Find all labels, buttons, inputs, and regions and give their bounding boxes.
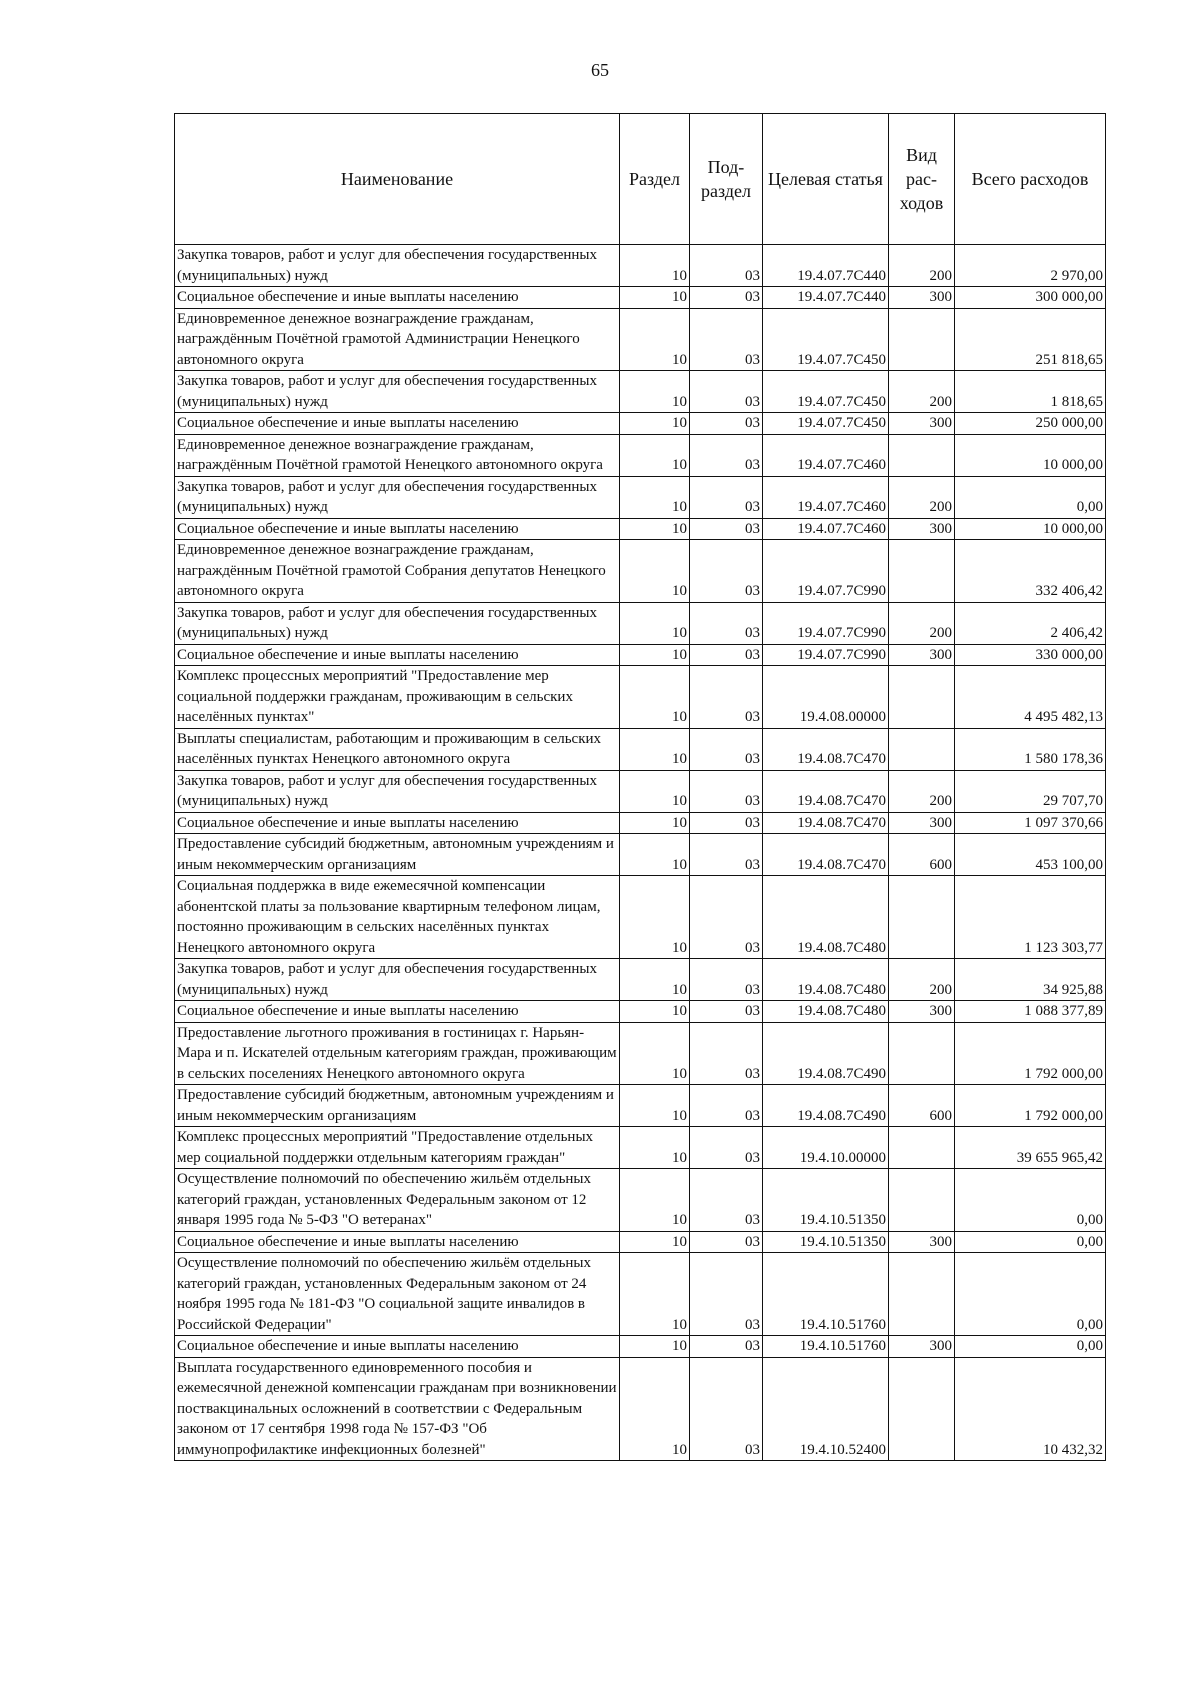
row-expense-type: 200 <box>889 245 955 287</box>
row-section: 10 <box>620 1169 690 1232</box>
row-expense-type <box>889 666 955 729</box>
table-row <box>175 834 1106 876</box>
row-section: 10 <box>620 1231 690 1253</box>
row-total: 0,00 <box>955 1231 1106 1253</box>
table-row <box>175 959 1106 1001</box>
row-expense-type: 300 <box>889 812 955 834</box>
row-expense-type <box>889 876 955 959</box>
row-expense-type: 600 <box>889 1085 955 1127</box>
table-row <box>175 1336 1106 1358</box>
row-section: 10 <box>620 540 690 603</box>
row-name: Осуществление полномочий по обеспечению жильём отдельных категорий граждан, установленных Федеральным законом от 12 января 1995 года № 5-ФЗ "О ветеранах" <box>175 1169 620 1232</box>
row-name: Социальное обеспечение и иные выплаты населению <box>175 644 620 666</box>
row-name: Комплекс процессных мероприятий "Предоставление мер социальной поддержки гражданам, проживающим в сельских населённых пунктах" <box>175 666 620 729</box>
row-name: Выплата государственного единовременного пособия и ежемесячной денежной компенсации гражданам при возникновении поствакцинальных осложнений в соответствии с Федеральным законом от 17 сентября 1998 года № 157-ФЗ "Об иммунопрофилактике инфекционных болезней" <box>175 1357 620 1461</box>
row-expense-type <box>889 540 955 603</box>
row-section: 10 <box>620 371 690 413</box>
row-article: 19.4.07.7С990 <box>763 644 889 666</box>
row-total: 1 123 303,77 <box>955 876 1106 959</box>
header-article: Целевая статья <box>763 114 889 245</box>
table-row <box>175 770 1106 812</box>
row-total: 10 000,00 <box>955 518 1106 540</box>
row-article: 19.4.07.7С460 <box>763 518 889 540</box>
row-subsection: 03 <box>690 602 763 644</box>
row-expense-type <box>889 728 955 770</box>
row-article: 19.4.08.7С480 <box>763 876 889 959</box>
row-name: Социальное обеспечение и иные выплаты населению <box>175 518 620 540</box>
table-row <box>175 1085 1106 1127</box>
row-total: 1 088 377,89 <box>955 1001 1106 1023</box>
row-section: 10 <box>620 1253 690 1336</box>
row-section: 10 <box>620 413 690 435</box>
row-expense-type: 200 <box>889 371 955 413</box>
row-name: Закупка товаров, работ и услуг для обеспечения государственных (муниципальных) нужд <box>175 602 620 644</box>
row-expense-type: 200 <box>889 602 955 644</box>
row-name: Единовременное денежное вознаграждение гражданам, награждённым Почётной грамотой Администрации Ненецкого автономного округа <box>175 308 620 371</box>
row-expense-type <box>889 1357 955 1461</box>
row-name: Предоставление льготного проживания в гостиницах г. Нарьян-Мара и п. Искателей отдельным категориям граждан, проживающим в сельских поселениях Ненецкого автономного округа <box>175 1022 620 1085</box>
row-expense-type: 300 <box>889 1001 955 1023</box>
row-total: 2 406,42 <box>955 602 1106 644</box>
row-section: 10 <box>620 812 690 834</box>
row-total: 39 655 965,42 <box>955 1127 1106 1169</box>
row-name: Социальное обеспечение и иные выплаты населению <box>175 413 620 435</box>
row-total: 34 925,88 <box>955 959 1106 1001</box>
row-section: 10 <box>620 770 690 812</box>
row-subsection: 03 <box>690 770 763 812</box>
row-total: 332 406,42 <box>955 540 1106 603</box>
row-subsection: 03 <box>690 1085 763 1127</box>
header-section: Раздел <box>620 114 690 245</box>
row-article: 19.4.10.52400 <box>763 1357 889 1461</box>
row-name: Закупка товаров, работ и услуг для обеспечения государственных (муниципальных) нужд <box>175 245 620 287</box>
row-subsection: 03 <box>690 812 763 834</box>
row-total: 1 580 178,36 <box>955 728 1106 770</box>
row-name: Социальное обеспечение и иные выплаты населению <box>175 1336 620 1358</box>
row-name: Закупка товаров, работ и услуг для обеспечения государственных (муниципальных) нужд <box>175 770 620 812</box>
row-subsection: 03 <box>690 371 763 413</box>
row-article: 19.4.08.7С480 <box>763 1001 889 1023</box>
row-article: 19.4.08.7С470 <box>763 834 889 876</box>
row-section: 10 <box>620 959 690 1001</box>
row-section: 10 <box>620 434 690 476</box>
table-row <box>175 812 1106 834</box>
row-expense-type: 300 <box>889 518 955 540</box>
row-total: 2 970,00 <box>955 245 1106 287</box>
table-row <box>175 728 1106 770</box>
row-total: 29 707,70 <box>955 770 1106 812</box>
row-expense-type <box>889 434 955 476</box>
row-total: 251 818,65 <box>955 308 1106 371</box>
row-subsection: 03 <box>690 834 763 876</box>
table-header-row <box>175 114 1106 245</box>
row-article: 19.4.10.00000 <box>763 1127 889 1169</box>
row-name: Предоставление субсидий бюджетным, автономным учреждениям и иным некоммерческим организациям <box>175 834 620 876</box>
row-expense-type: 200 <box>889 770 955 812</box>
row-name: Выплаты специалистам, работающим и проживающим в сельских населённых пунктах Ненецкого автономного округа <box>175 728 620 770</box>
row-article: 19.4.07.7С460 <box>763 434 889 476</box>
table-row <box>175 1253 1106 1336</box>
row-article: 19.4.08.7С490 <box>763 1085 889 1127</box>
row-article: 19.4.08.7С470 <box>763 770 889 812</box>
table-row <box>175 666 1106 729</box>
table-row <box>175 476 1106 518</box>
row-total: 1 097 370,66 <box>955 812 1106 834</box>
table-row <box>175 1127 1106 1169</box>
row-expense-type <box>889 308 955 371</box>
row-section: 10 <box>620 308 690 371</box>
table-row <box>175 876 1106 959</box>
table-row <box>175 245 1106 287</box>
row-section: 10 <box>620 476 690 518</box>
row-total: 10 000,00 <box>955 434 1106 476</box>
row-article: 19.4.07.7С450 <box>763 371 889 413</box>
row-subsection: 03 <box>690 666 763 729</box>
page-number: 65 <box>591 60 609 80</box>
row-name: Социальное обеспечение и иные выплаты населению <box>175 287 620 309</box>
row-section: 10 <box>620 644 690 666</box>
row-section: 10 <box>620 1336 690 1358</box>
row-article: 19.4.07.7С990 <box>763 602 889 644</box>
row-subsection: 03 <box>690 540 763 603</box>
row-expense-type <box>889 1253 955 1336</box>
row-name: Осуществление полномочий по обеспечению жильём отдельных категорий граждан, установленных Федеральным законом от 24 ноября 1995 года № 181-ФЗ "О социальной защите инвалидов в Российской Федерации" <box>175 1253 620 1336</box>
row-subsection: 03 <box>690 1253 763 1336</box>
row-article: 19.4.07.7С440 <box>763 287 889 309</box>
table-row <box>175 1022 1106 1085</box>
row-subsection: 03 <box>690 959 763 1001</box>
row-name: Единовременное денежное вознаграждение гражданам, награждённым Почётной грамотой Ненецкого автономного округа <box>175 434 620 476</box>
row-total: 4 495 482,13 <box>955 666 1106 729</box>
row-expense-type: 300 <box>889 287 955 309</box>
table-row <box>175 434 1106 476</box>
row-total: 453 100,00 <box>955 834 1106 876</box>
row-article: 19.4.10.51760 <box>763 1336 889 1358</box>
row-section: 10 <box>620 834 690 876</box>
row-expense-type <box>889 1127 955 1169</box>
row-article: 19.4.08.7С470 <box>763 812 889 834</box>
row-section: 10 <box>620 1357 690 1461</box>
row-article: 19.4.10.51760 <box>763 1253 889 1336</box>
row-article: 19.4.08.7С470 <box>763 728 889 770</box>
header-expense-type: Вид рас-ходов <box>889 114 955 245</box>
header-total: Всего расходов <box>955 114 1106 245</box>
row-name: Комплекс процессных мероприятий "Предоставление отдельных мер социальной поддержки отдельным категориям граждан" <box>175 1127 620 1169</box>
row-article: 19.4.07.7С450 <box>763 308 889 371</box>
table-row <box>175 602 1106 644</box>
row-subsection: 03 <box>690 308 763 371</box>
row-total: 1 818,65 <box>955 371 1106 413</box>
row-total: 0,00 <box>955 1253 1106 1336</box>
row-article: 19.4.08.00000 <box>763 666 889 729</box>
row-total: 250 000,00 <box>955 413 1106 435</box>
row-subsection: 03 <box>690 1022 763 1085</box>
row-expense-type: 200 <box>889 959 955 1001</box>
row-expense-type: 300 <box>889 1336 955 1358</box>
row-name: Социальное обеспечение и иные выплаты населению <box>175 812 620 834</box>
row-article: 19.4.07.7С440 <box>763 245 889 287</box>
row-subsection: 03 <box>690 1001 763 1023</box>
row-expense-type: 300 <box>889 1231 955 1253</box>
table-row <box>175 1357 1106 1461</box>
header-subsection: Под-раздел <box>690 114 763 245</box>
row-subsection: 03 <box>690 476 763 518</box>
table-row <box>175 308 1106 371</box>
table-row <box>175 1231 1106 1253</box>
row-section: 10 <box>620 666 690 729</box>
row-subsection: 03 <box>690 1231 763 1253</box>
row-article: 19.4.07.7С460 <box>763 476 889 518</box>
row-subsection: 03 <box>690 1336 763 1358</box>
row-article: 19.4.08.7С480 <box>763 959 889 1001</box>
row-total: 10 432,32 <box>955 1357 1106 1461</box>
row-total: 0,00 <box>955 1336 1106 1358</box>
row-article: 19.4.10.51350 <box>763 1231 889 1253</box>
table-row <box>175 1169 1106 1232</box>
expenditure-table <box>174 113 1106 1461</box>
row-section: 10 <box>620 245 690 287</box>
table-body <box>175 245 1106 1461</box>
row-total: 1 792 000,00 <box>955 1085 1106 1127</box>
table-row <box>175 1001 1106 1023</box>
row-section: 10 <box>620 1127 690 1169</box>
row-section: 10 <box>620 876 690 959</box>
row-subsection: 03 <box>690 518 763 540</box>
row-subsection: 03 <box>690 1357 763 1461</box>
row-total: 1 792 000,00 <box>955 1022 1106 1085</box>
row-subsection: 03 <box>690 728 763 770</box>
row-article: 19.4.10.51350 <box>763 1169 889 1232</box>
row-name: Единовременное денежное вознаграждение гражданам, награждённым Почётной грамотой Собрания депутатов Ненецкого автономного округа <box>175 540 620 603</box>
row-expense-type: 300 <box>889 644 955 666</box>
table-row <box>175 518 1106 540</box>
row-name: Закупка товаров, работ и услуг для обеспечения государственных (муниципальных) нужд <box>175 476 620 518</box>
row-name: Предоставление субсидий бюджетным, автономным учреждениям и иным некоммерческим организациям <box>175 1085 620 1127</box>
row-expense-type: 200 <box>889 476 955 518</box>
row-expense-type <box>889 1022 955 1085</box>
row-total: 330 000,00 <box>955 644 1106 666</box>
row-name: Социальное обеспечение и иные выплаты населению <box>175 1001 620 1023</box>
row-name: Социальная поддержка в виде ежемесячной компенсации абонентской платы за пользование квартирным телефоном лицам, постоянно проживающим в сельских населённых пунктах Ненецкого автономного округа <box>175 876 620 959</box>
table-row <box>175 287 1106 309</box>
row-subsection: 03 <box>690 1127 763 1169</box>
row-subsection: 03 <box>690 413 763 435</box>
row-total: 0,00 <box>955 1169 1106 1232</box>
row-expense-type: 600 <box>889 834 955 876</box>
row-section: 10 <box>620 518 690 540</box>
row-expense-type <box>889 1169 955 1232</box>
row-section: 10 <box>620 602 690 644</box>
row-subsection: 03 <box>690 876 763 959</box>
row-subsection: 03 <box>690 245 763 287</box>
row-section: 10 <box>620 1085 690 1127</box>
row-name: Закупка товаров, работ и услуг для обеспечения государственных (муниципальных) нужд <box>175 959 620 1001</box>
row-section: 10 <box>620 1001 690 1023</box>
row-section: 10 <box>620 728 690 770</box>
table-row <box>175 413 1106 435</box>
row-subsection: 03 <box>690 1169 763 1232</box>
row-subsection: 03 <box>690 434 763 476</box>
table-row <box>175 644 1106 666</box>
header-name: Наименование <box>175 114 620 245</box>
table-row <box>175 371 1106 413</box>
row-name: Социальное обеспечение и иные выплаты населению <box>175 1231 620 1253</box>
row-total: 0,00 <box>955 476 1106 518</box>
row-article: 19.4.07.7С990 <box>763 540 889 603</box>
row-expense-type: 300 <box>889 413 955 435</box>
row-section: 10 <box>620 287 690 309</box>
row-total: 300 000,00 <box>955 287 1106 309</box>
row-article: 19.4.08.7С490 <box>763 1022 889 1085</box>
row-subsection: 03 <box>690 644 763 666</box>
row-name: Закупка товаров, работ и услуг для обеспечения государственных (муниципальных) нужд <box>175 371 620 413</box>
row-section: 10 <box>620 1022 690 1085</box>
row-subsection: 03 <box>690 287 763 309</box>
table-row <box>175 540 1106 603</box>
row-article: 19.4.07.7С450 <box>763 413 889 435</box>
